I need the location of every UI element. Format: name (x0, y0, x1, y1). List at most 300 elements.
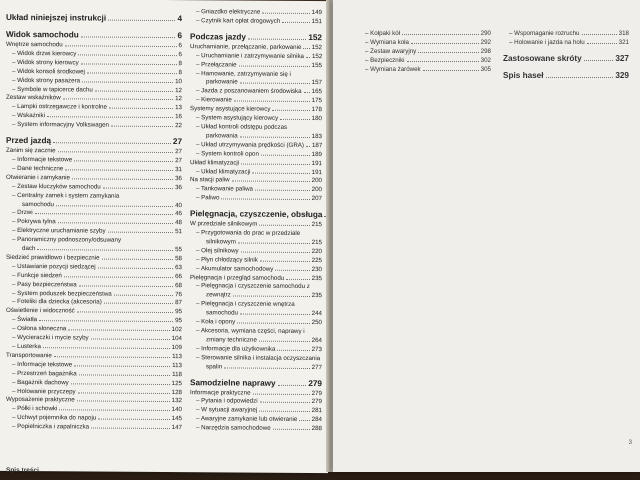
dot-leader (71, 383, 170, 385)
toc-entry-title: – Hamowanie, zatrzymywanie się i (196, 69, 291, 78)
toc-page-number: 27 (175, 148, 182, 156)
dot-leader (240, 83, 310, 84)
toc-page-number: 27 (175, 157, 182, 165)
toc-page-number: 13 (175, 104, 182, 112)
toc-entry-title: – Wskaźniki (12, 112, 46, 120)
toc-entry-title: – Pokrywa tylna (12, 218, 56, 226)
toc-entry-title: – Przygotowania do prac w przedziale (196, 229, 301, 237)
dot-leader (77, 312, 173, 314)
toc-entry-title: – Elektryczne uruchamianie szyby (12, 227, 106, 235)
toc-entry-title: – Wymiana żarówek (365, 65, 421, 73)
toc-entry-title: zmiany techniczne (206, 336, 257, 344)
toc-entry-title: – Wycieraczki i mycie szyby (12, 334, 89, 342)
dot-leader (63, 99, 173, 101)
toc-page-number: 250 (311, 319, 322, 327)
toc-page-number: 31 (175, 165, 182, 174)
toc-entry-title: samochodu (22, 200, 54, 208)
toc-entry-title: Oświetlenie i widoczność (6, 307, 75, 315)
toc-entry-title: – Centralny zamek i system zamykania (12, 191, 120, 200)
toc-entry-title: – Popielniczka i zapalniczka (12, 423, 90, 431)
toc-entry-title: – Uchwyt pojemnika do napoju (12, 414, 97, 422)
dot-leader (304, 92, 310, 93)
toc-page-number: 200 (311, 177, 322, 185)
toc-page-number: 273 (311, 345, 322, 353)
toc-page-number: 125 (171, 379, 182, 387)
toc-entry-title: W przedziale silnikowym (190, 220, 258, 228)
toc-page-number: 8 (178, 68, 182, 76)
toc-page-number: 12 (175, 95, 182, 103)
dot-leader (259, 411, 309, 412)
toc-entry-title: Otwieranie i zamykanie (6, 173, 70, 182)
dot-leader (77, 401, 170, 403)
toc-entry-title: – Widok strony pasażera (12, 76, 81, 85)
toc-page-number: 155 (311, 61, 322, 69)
toc-entry-title: – Płyn chłodzący silnik (196, 255, 258, 264)
toc-entry-title: – Informacje dla użytkownika (196, 345, 276, 353)
toc-entry-title: Widok samochodu (6, 29, 79, 40)
toc-entry-title: – Dane techniczne (12, 164, 64, 173)
toc-section-heading (190, 31, 322, 44)
toc-page-number: 113 (172, 361, 182, 369)
toc-page-number: 191 (311, 159, 322, 167)
toc-entry-title: – Przestrzeń bagażnika (12, 369, 77, 378)
dot-leader (58, 223, 173, 225)
toc-entry (190, 17, 322, 27)
toc-entry-title: spalin (206, 362, 223, 371)
dot-leader (238, 242, 310, 244)
toc-entry-title: – Drzwi (12, 209, 33, 217)
dot-leader (108, 20, 175, 21)
toc-entry-title: – Przełączanie (196, 60, 237, 69)
dot-leader (109, 108, 173, 109)
toc-entry-title: Zastosowane skróty (503, 53, 582, 63)
toc-page-number: 46 (175, 210, 182, 218)
toc-page-number: 12 (175, 86, 182, 94)
toc-entry-title: parkowania (206, 132, 238, 140)
dot-leader (78, 54, 176, 56)
toc-page-number: 8 (178, 59, 182, 67)
toc-page-number: 27 (172, 137, 182, 147)
dot-leader (303, 48, 309, 49)
toc-entry-title: – Olej silnikowy (196, 247, 239, 255)
dot-leader (584, 60, 614, 61)
toc-entry-title: Podczas jazdy (190, 31, 246, 42)
dot-leader (261, 154, 310, 155)
toc-page-number: 292 (480, 38, 491, 46)
toc-page-number: 178 (311, 106, 322, 114)
toc-section-heading (190, 377, 322, 390)
dot-leader (72, 178, 173, 180)
dot-leader (241, 251, 310, 252)
toc-entry-title: – Uruchamianie i zatrzymywanie silnika (196, 51, 304, 60)
dot-leader (53, 142, 171, 144)
toc-entry (359, 57, 491, 66)
toc-page-number: 48 (175, 219, 182, 227)
toc-entry-title: – Kołpaki kół (365, 30, 401, 37)
toc-entry-title: – Układ kontroli odstępu podczas (196, 123, 288, 131)
toc-page-number: 230 (311, 265, 322, 273)
toc-entry-title: – W sytuacji awaryjnej (196, 406, 258, 414)
dot-leader (282, 22, 309, 23)
toc-entry-title: – Informacje tekstowe (12, 360, 73, 369)
toc-page-number: 187 (311, 141, 323, 149)
toc-page-number: 87 (175, 299, 182, 307)
toc-entry-title: silnikowym (206, 238, 236, 246)
toc-entry-title: Zestaw wskaźników (6, 94, 61, 102)
dot-leader (68, 330, 169, 332)
toc-page-number: 200 (311, 186, 322, 194)
toc-page-number: 318 (618, 30, 629, 37)
dot-leader (232, 181, 310, 183)
dot-leader (280, 119, 309, 120)
toc-entry-title: Spis haseł (503, 70, 544, 80)
toc-entry-title: samochodu (206, 309, 238, 317)
toc-entry-title: – Foteliki dla dziecka (akcesoria) (12, 298, 102, 307)
toc-page-number: 288 (311, 425, 322, 433)
toc-page-number: 329 (615, 70, 629, 80)
toc-page-number: 40 (175, 201, 182, 209)
dot-leader (78, 392, 170, 394)
dot-leader (95, 90, 173, 92)
toc-page-number: 207 (311, 195, 322, 203)
toc-entry-title: – Bezpieczniki (365, 56, 405, 64)
dot-leader (407, 61, 479, 62)
dot-leader (546, 77, 614, 78)
dot-leader (234, 101, 310, 103)
dot-leader (241, 163, 310, 164)
dot-leader (260, 260, 310, 261)
toc-page-number: 118 (172, 370, 182, 378)
dot-leader (239, 65, 310, 66)
dot-leader (240, 136, 310, 137)
dot-leader (58, 151, 174, 153)
toc-page-number: 145 (171, 415, 182, 423)
toc-page-number: 76 (175, 290, 182, 298)
toc-entry-title: – Awaryjne zamykanie lub otwieranie (196, 415, 298, 424)
dot-leader (81, 36, 176, 38)
dot-leader (255, 190, 310, 191)
toc-page-number: 244 (311, 310, 322, 318)
toc-page-number: 279 (311, 398, 322, 406)
toc-page-number: 152 (311, 52, 323, 60)
toc-entry-title: Pielęgnacja, czyszczenie, obsługa (190, 209, 323, 220)
toc-page-number: 6 (177, 31, 182, 41)
toc-page-number: 95 (175, 308, 182, 316)
toc-entry-title: – Lusterka (12, 342, 41, 351)
toc-entry-title: Na stacji paliw (190, 176, 230, 184)
dot-leader (299, 420, 309, 421)
toc-entry-title: – Informacje tekstowe (12, 155, 73, 164)
toc-page-number: 175 (311, 97, 322, 105)
toc-page-number: 284 (311, 416, 322, 424)
dot-leader (306, 57, 310, 58)
toc-entry-title: – Tankowanie paliwa (196, 185, 253, 193)
toc-entry-title: – System informacyjny Volkswagen (12, 121, 109, 129)
toc-entry (6, 423, 182, 433)
toc-entry (6, 121, 182, 131)
dot-leader (278, 384, 307, 385)
toc-entry-title: Układ klimatyzacji (190, 158, 240, 167)
toc-entry-title: – Pielęgnacja i czyszczenie samochodu z (196, 282, 310, 291)
dot-leader (102, 259, 174, 260)
toc-entry-title: – Kierowanie (196, 96, 232, 104)
toc-page-number: 279 (308, 378, 322, 388)
toc-page-number: 183 (311, 132, 322, 140)
toc-page-number: 104 (171, 335, 182, 343)
toc-entry-title: – Koła i opony (196, 318, 236, 326)
toc-entry-title: Zanim się zacznie (6, 146, 56, 155)
toc-page-number: 149 (311, 9, 322, 17)
dot-leader (248, 38, 306, 39)
dot-leader (275, 269, 309, 270)
toc-entry-title: parkowanie (206, 78, 238, 86)
toc-page-number: 215 (311, 221, 322, 229)
toc-section-heading (6, 12, 182, 25)
toc-page-number: 220 (311, 247, 322, 255)
dot-leader (74, 160, 173, 162)
toc-page-number: 235 (311, 292, 322, 300)
dot-leader (237, 323, 309, 325)
toc-entry-title: Wyposażenie praktyczne (6, 396, 75, 404)
toc-page-number: 63 (175, 263, 182, 271)
toc-page-number: 6 (178, 51, 182, 59)
toc-entry (503, 39, 629, 48)
dot-leader (402, 34, 479, 35)
toc-entry-title: – Lampki ostrzegawcze i kontrolne (12, 103, 107, 111)
toc-section-heading (190, 208, 322, 221)
toc-entry-title: – Półki i schowki (12, 405, 58, 413)
toc-page-number: 189 (311, 150, 322, 158)
toc-entry-title: – Widok strony kierowcy (12, 58, 79, 67)
toc-entry-title: – Paliwo (196, 194, 220, 202)
dot-leader (108, 232, 174, 233)
toc-page-number: 36 (175, 174, 182, 182)
dot-leader (43, 347, 170, 349)
dot-leader (423, 70, 479, 71)
dot-leader (221, 199, 309, 201)
toc-entry-title: Przed jazdą (6, 135, 52, 146)
toc-entry (503, 30, 629, 39)
toc-entry-title: – Układ klimatyzacji (196, 167, 251, 176)
toc-entry-title: – Gniazdko elektryczne (196, 8, 261, 16)
toc-entry-title: – Widok drzwi kierowcy (12, 49, 77, 58)
toc-section-heading (503, 53, 629, 65)
dot-leader (104, 303, 173, 304)
toc-page-number: 113 (172, 352, 182, 361)
toc-page-number: 165 (311, 88, 322, 96)
dot-leader (54, 356, 170, 358)
toc-entry-title: – Zestaw awaryjny (365, 47, 417, 55)
toc-entry-title: – Pasy bezpieczeństwa (12, 280, 77, 289)
toc-entry (190, 424, 322, 434)
toc-entry-title: – Funkcje siedzeń (12, 271, 62, 280)
dot-leader (98, 267, 174, 269)
dot-leader (259, 341, 310, 342)
toc-page-number: 51 (175, 228, 182, 236)
toc-page-number: 277 (311, 363, 322, 371)
toc-page-number: 302 (480, 56, 491, 64)
dot-leader (114, 294, 173, 295)
dot-leader (37, 249, 173, 251)
toc-page-number: 95 (175, 317, 182, 325)
toc-entry-title: – Sterowanie silnika i instalacja oczyszczania (196, 353, 321, 362)
toc-entry-title: – Czytnik kart opłat drogowych (196, 17, 281, 25)
dot-leader (82, 81, 173, 83)
toc-page-number: 298 (480, 47, 491, 55)
toc-page-number: 191 (311, 168, 322, 176)
toc-entry-title: – Ustawianie pozycji siedzącej (12, 262, 96, 271)
dot-leader (47, 116, 173, 118)
toc-page-number: 10 (175, 77, 182, 85)
toc-entry-title: – Światła (12, 316, 38, 324)
dot-leader (286, 278, 309, 279)
toc-page-number: 305 (480, 65, 491, 73)
toc-page-number: 128 (171, 388, 182, 396)
toc-entry-title: – Narzędzia samochodowe (196, 424, 271, 432)
toc-entry-title: Systemy asystujące kierowcy (190, 105, 271, 113)
dot-leader (582, 34, 617, 35)
toc-column-3 (359, 30, 491, 75)
toc-entry-title: Siedzieć prawidłowo i bezpiecznie (6, 253, 100, 262)
toc-page-number: 147 (171, 424, 182, 432)
dot-leader (277, 350, 309, 351)
toc-column-2 (190, 8, 322, 434)
toc-page-number: 22 (175, 122, 182, 130)
dot-leader (240, 314, 310, 315)
toc-page-number: 235 (311, 274, 322, 282)
dot-leader (64, 276, 173, 278)
toc-page-number: 16 (175, 113, 182, 121)
toc-page-number: 281 (311, 407, 322, 415)
toc-page-number: 132 (171, 397, 182, 405)
toc-entry-title: Informacje praktyczne (190, 388, 251, 397)
toc-page-number: 36 (175, 183, 182, 191)
toc-entry-title: – Widok konsoli środkowej (12, 67, 85, 76)
dot-leader (35, 214, 173, 216)
toc-section-heading (503, 70, 629, 82)
toc-entry-title: – Holowanie przyczepy (12, 387, 76, 395)
toc-page-number: 55 (175, 246, 182, 254)
dot-leader (56, 205, 173, 207)
toc-entry-title: – Symbole w tapicerce dachu (12, 85, 93, 94)
toc-page-number: 58 (175, 255, 182, 263)
toc-entry-title: Transportowanie (6, 351, 52, 360)
toc-page-number: 66 (175, 272, 182, 280)
toc-entry-title: – Bagażnik dachowy (12, 378, 69, 386)
toc-entry-title: Układ niniejszej instrukcji (6, 12, 107, 23)
dot-leader (273, 429, 310, 430)
dot-leader (79, 374, 170, 376)
dot-leader (91, 428, 170, 430)
toc-page-number: 279 (311, 389, 322, 397)
toc-entry (359, 39, 491, 48)
toc-page-number: 264 (311, 336, 322, 345)
dot-leader (65, 169, 173, 171)
dot-leader (260, 402, 310, 403)
toc-entry-title: – System kontroli opon (196, 149, 259, 158)
toc-entry-title: Samodzielne naprawy (190, 377, 276, 388)
toc-entry-title: zewnątrz (206, 291, 231, 299)
toc-entry-title: – Osłona słoneczna (12, 325, 67, 333)
toc-entry-title: Uruchamianie, przełączanie, parkowanie (190, 42, 302, 51)
dot-leader (81, 63, 177, 65)
toc-page-number: 140 (171, 406, 182, 414)
toc-entry-title: – Panoramiczny podnoszony/odsuwany (12, 236, 122, 244)
toc-entry (359, 30, 491, 39)
toc-column-4 (503, 30, 629, 82)
toc-page-number: 151 (311, 17, 322, 26)
toc-entry-title: – Układ utrzymywania prędkości (GRA) (196, 141, 304, 149)
dot-leader (272, 110, 309, 111)
page-number: 3 (628, 440, 632, 446)
toc-entry (190, 363, 322, 373)
toc-entry-title: – Akcesoria, wymiana części, naprawy i (196, 327, 305, 335)
dot-leader (587, 43, 617, 44)
toc-entry-title: dach (22, 245, 36, 253)
toc-page-number: 152 (308, 32, 322, 42)
toc-entry (359, 48, 491, 57)
toc-entry-title: – Wymiana koła (365, 38, 409, 46)
dot-leader (252, 172, 309, 173)
toc-entry-title: – Zestaw kluczyków samochodu (12, 182, 101, 191)
toc-entry-title: – System poduszek bezpieczeństwa (12, 289, 112, 298)
toc-entry (190, 194, 322, 204)
toc-entry-title: – Holowanie i jazda na holu (509, 38, 585, 46)
toc-page-number: 109 (171, 344, 182, 352)
dot-leader (233, 296, 310, 298)
toc-page-number: 102 (171, 326, 182, 334)
dot-leader (87, 72, 177, 74)
toc-entry (359, 66, 491, 75)
toc-entry-title: – Pytania i odpowiedzi (196, 397, 258, 406)
toc-page-number: 290 (480, 30, 491, 37)
toc-page-number: 321 (618, 38, 629, 46)
toc-page-number: 4 (177, 14, 182, 24)
toc-column-1 (6, 7, 182, 433)
toc-entry-title: – Pielęgnacja i czyszczenie wnętrza (196, 300, 295, 309)
toc-entry-title: Pielęgnacja i przegląd samochodu (190, 273, 285, 282)
dot-leader (79, 285, 173, 287)
dot-leader (259, 225, 309, 226)
toc-page-number: 180 (311, 115, 322, 123)
dot-leader (103, 187, 173, 188)
toc-entry-title: – Akumulator samochodowy (196, 264, 274, 273)
dot-leader (418, 52, 478, 53)
dot-leader (91, 339, 170, 341)
dot-leader (59, 410, 169, 412)
toc-entry-title: Wnętrze samochodu (6, 40, 63, 49)
toc-page-number: 152 (311, 43, 322, 51)
toc-page-number: 157 (311, 79, 322, 87)
toc-entry-title: – System asystujący kierowcy (196, 114, 279, 122)
toc-page-number: 215 (311, 238, 322, 247)
right-page (333, 0, 640, 472)
dot-leader (39, 320, 173, 322)
dot-leader (74, 365, 170, 367)
dot-leader (306, 146, 310, 147)
page-footer: Spis treści (6, 466, 39, 475)
toc-page-number: 6 (178, 42, 182, 50)
dot-leader (253, 393, 310, 394)
dot-leader (411, 43, 479, 44)
dot-leader (111, 126, 173, 127)
toc-page-number: 225 (311, 256, 322, 264)
dot-leader (262, 13, 309, 14)
toc-page-number: 327 (615, 53, 629, 63)
dot-leader (98, 419, 169, 420)
toc-page-number: 68 (175, 281, 182, 289)
dot-leader (224, 367, 310, 369)
